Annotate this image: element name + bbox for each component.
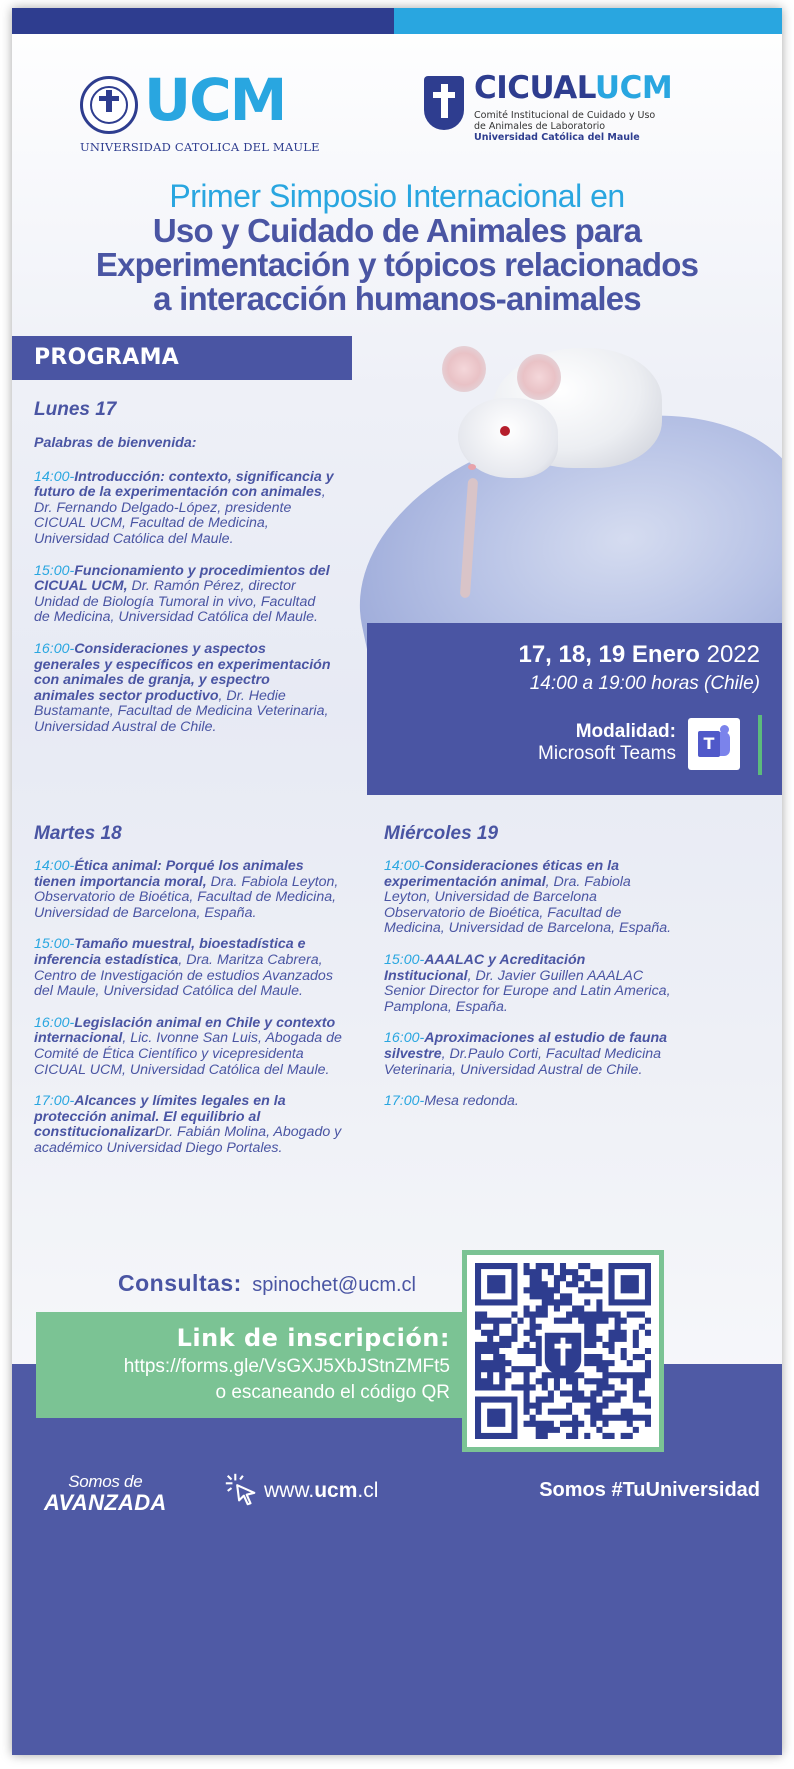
ucm-seal-icon (80, 76, 138, 134)
schedule-item: 15:00-Funcionamiento y procedimientos del CICUAL UCM, Dr. Ramón Pérez, director Unidad de Biología Tumoral in vivo, Facultad de Medicina, Universidad Católica del Maule. (34, 562, 330, 626)
poster (12, 8, 782, 1755)
ucm-subtitle: UNIVERSIDAD CATOLICA DEL MAULE (80, 140, 320, 154)
welcome-words: Palabras de bienvenida: (34, 435, 197, 451)
cicual-wordmark: CICUALUCM (474, 70, 673, 106)
schedule-item: 16:00-Consideraciones y aspectos generales y específicos en experimentación con animales de granja, y espectro animales sector productivo, Dr. Hedie Bustamante, Facultad de Medicina Veterinaria, Universidad Austral de Chile. (34, 640, 331, 735)
schedule-item: 17:00-Alcances y límites legales en la protección animal. El equilibrio al constitucionalizarDr. Fabián Molina, Abogado y académico Universidad Diego Portales. (34, 1093, 342, 1156)
hashtag-slogan: Somos #TuUniversidad (539, 1479, 760, 1501)
qr-code-icon (475, 1263, 651, 1439)
registration-title: Link de inscripción: (176, 1324, 450, 1352)
programa-banner: PROGRAMA (12, 336, 352, 380)
contact-line (118, 1270, 416, 1297)
wednesday-schedule (384, 859, 674, 1126)
registration-qr-hint: o escaneando el código QR (215, 1382, 450, 1403)
website-link[interactable]: www.ucm.cl (264, 1479, 379, 1502)
schedule-item: 15:00-AAALAC y Acreditación Institucional, Dr. Javier Guillen AAALAC Senior Director for Europe and Latin America, Pamplona, España. (384, 951, 671, 1015)
day-heading-wednesday: Miércoles 19 (384, 823, 499, 844)
ucm-wordmark: UCM (144, 66, 286, 134)
cicual-logo (424, 70, 724, 154)
title-line-2: Uso y Cuidado de Animales para (152, 212, 642, 249)
monday-schedule (34, 436, 334, 752)
schedule-item: 17:00-Mesa redonda. (384, 1093, 519, 1110)
cursor-click-icon (222, 1470, 260, 1508)
schedule-item: 14:00-Introducción: contexto, significancia y futuro de la experimentación con animales, Dr. Fernando Delgado-López, presidente CICUAL UCM, Facultad de Medicina, Universidad Católica del Maule. (34, 468, 334, 547)
qr-code[interactable] (462, 1250, 664, 1452)
contact-label: Consultas: (118, 1270, 242, 1296)
top-bar-light (394, 8, 782, 34)
somos-de-avanzada-logo: Somos de AVANZADA (44, 1472, 167, 1515)
event-hours: 14:00 a 19:00 horas (Chile) (529, 673, 760, 694)
title-line-4: a interacción humanos-animales (153, 280, 641, 317)
title-line-1: Primer Simposio Internacional en (169, 178, 625, 214)
shield-cross-icon (424, 76, 464, 130)
cicual-subtitle: Comité Institucional de Cuidado y Uso de Animales de Laboratorio Universidad Católica del Maule (474, 110, 656, 143)
day-heading-tuesday: Martes 18 (34, 823, 122, 844)
schedule-item: 16:00-Aproximaciones al estudio de fauna silvestre, Dr.Paulo Corti, Facultad Medicina Veterinaria, Universidad Austral de Chile. (384, 1030, 668, 1078)
schedule-item: 15:00-Tamaño muestral, bioestadística e inferencia estadística, Dra. Maritza Cabrera, Centro de Investigación de estudios Avanzados del Maule, Universidad Católica del Maule. (34, 936, 333, 1000)
schedule-item: 16:00-Legislación animal en Chile y contexto internacional, Lic. Ivonne San Luis, Abogada de Comité de Ética Científico y vicepresidenta CICUAL UCM, Universidad Católica del Maule. (34, 1014, 342, 1078)
tuesday-schedule (34, 859, 344, 1173)
event-date-panel (367, 623, 782, 795)
schedule-item: 14:00-Consideraciones éticas en la experimentación animal, Dra. Fabiola Leyton, Universidad de Barcelona Observatorio de Bioética, Facultad de Medicina, Universidad de Barcelona, España. (384, 858, 672, 937)
footer-band (12, 1364, 782, 1755)
day-heading-monday: Lunes 17 (34, 399, 117, 420)
schedule-item: 14:00-Ética animal: Porqué los animales tienen importancia moral, Dra. Fabiola Leyton, Observatorio de Bioética, Facultad de Medicina, Universidad de Barcelona, España. (34, 858, 339, 921)
registration-box (36, 1312, 476, 1418)
microsoft-teams-icon: T (688, 718, 740, 770)
modality: Modalidad: Microsoft Teams (538, 721, 676, 764)
title-line-3: Experimentación y tópicos relacionados (95, 246, 699, 283)
top-bar-dark (12, 8, 394, 34)
contact-email-link[interactable]: spinochet@ucm.cl (252, 1274, 416, 1296)
registration-url-link[interactable]: https://forms.gle/VsGXJ5XbJStnZMFt5 (123, 1356, 450, 1377)
event-title (12, 178, 782, 316)
ucm-logo (80, 66, 320, 156)
event-dates: 17, 18, 19 Enero 2022 (518, 641, 760, 668)
